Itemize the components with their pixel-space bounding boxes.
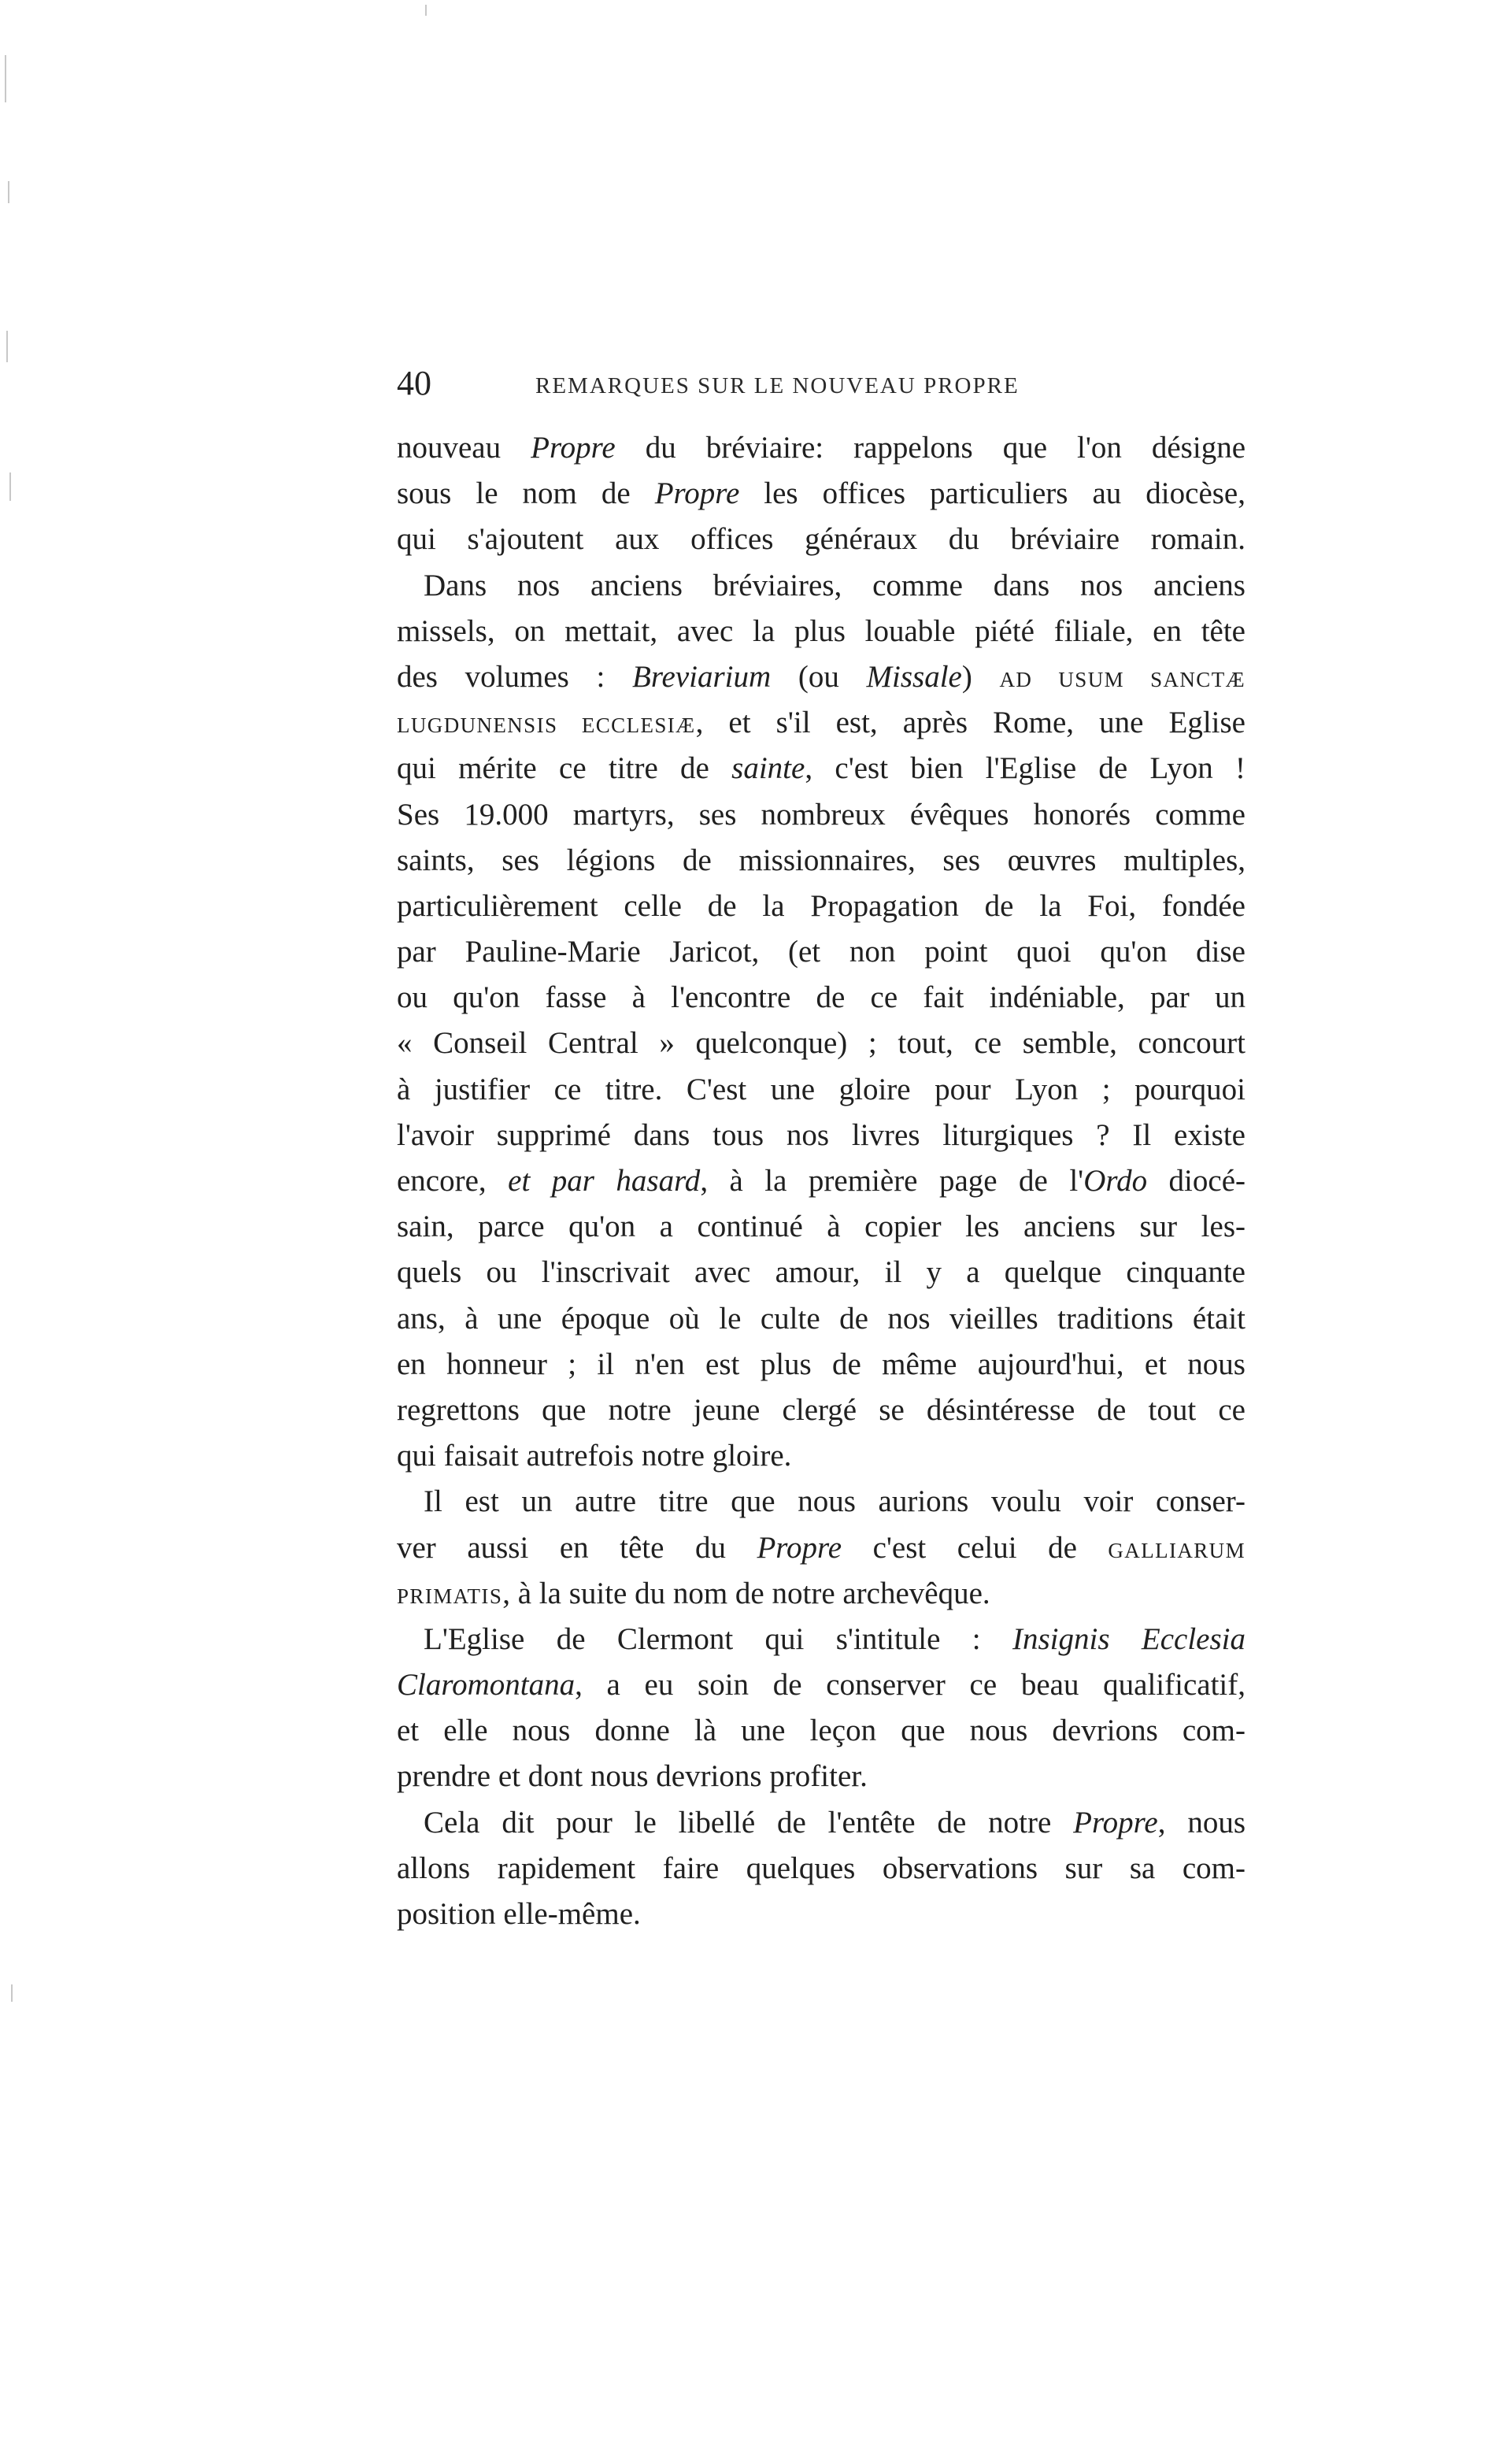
text-run: ver aussi en tête du xyxy=(397,1530,757,1565)
scan-artifact xyxy=(6,331,8,362)
text-run: , et s'il est, après Rome, une Eglise xyxy=(695,706,1245,740)
text-run: à justifier ce titre. C'est une gloire pour Lyon ; pourquoi xyxy=(397,1072,1245,1106)
text-line xyxy=(397,1388,1245,1433)
text-run: , à la première page de l' xyxy=(700,1164,1084,1198)
text-run: quels ou l'inscrivait avec amour, il y a quelque cinquante xyxy=(397,1255,1245,1290)
text-run: et elle nous donne là une leçon que nous devrions com- xyxy=(397,1714,1245,1748)
text-run: Ses 19.000 martyrs, ses nombreux évêques honorés comme xyxy=(397,797,1245,832)
text-run-smallcaps: AD USUM SANCTÆ xyxy=(999,667,1245,691)
text-line xyxy=(397,1662,1245,1708)
text-run-italic: Insignis Ecclesia xyxy=(1012,1621,1245,1656)
text-run: qui s'ajoutent aux offices généraux du bréviaire romain. xyxy=(397,522,1245,557)
text-line xyxy=(397,609,1245,654)
text-run: ) xyxy=(961,659,1000,694)
text-line xyxy=(397,1342,1245,1388)
scan-artifact xyxy=(5,55,6,102)
text-run: particulièrement celle de la Propagation de la Foi, fondée xyxy=(397,888,1245,923)
text-line xyxy=(397,1250,1245,1295)
text-line xyxy=(397,1296,1245,1342)
text-run: par Pauline-Marie Jaricot, (et non point quoi qu'on dise xyxy=(397,935,1245,969)
text-run-italic: sainte xyxy=(731,751,805,786)
text-run-italic: et par hasard xyxy=(508,1164,701,1198)
text-run: ans, à une époque où le culte de nos vieilles traditions était xyxy=(397,1301,1245,1336)
text-run: missels, on mettait, avec la plus louable piété filiale, en tête xyxy=(397,613,1245,648)
text-run: Il est un autre titre que nous aurions voulu voir conser- xyxy=(424,1484,1245,1519)
text-run-italic: Claromontana xyxy=(397,1668,576,1703)
text-run: qui faisait autrefois notre gloire. xyxy=(397,1439,792,1473)
text-line xyxy=(397,1021,1245,1066)
text-run-smallcaps: LUGDUNENSIS ECCLESIÆ xyxy=(397,713,696,738)
text-line xyxy=(397,1617,1245,1662)
text-line xyxy=(397,975,1245,1021)
text-run: c'est celui de xyxy=(842,1530,1109,1565)
page-number: 40 xyxy=(397,364,431,402)
text-run: sous le nom de xyxy=(397,476,655,511)
text-run: saints, ses légions de missionnaires, ses œuvres multiples, xyxy=(397,843,1245,877)
text-run: ou qu'on fasse à l'encontre de ce fait indéniable, par un xyxy=(397,980,1245,1015)
text-line xyxy=(397,1479,1245,1525)
text-run: diocé- xyxy=(1147,1164,1246,1198)
scan-artifact xyxy=(425,5,427,16)
text-run: encore, xyxy=(397,1164,509,1198)
text-run: en honneur ; il n'en est plus de même aujourd'hui, et nous xyxy=(397,1347,1245,1381)
text-run-italic: Propre xyxy=(654,476,740,511)
text-line xyxy=(397,1525,1245,1571)
text-line xyxy=(397,517,1245,562)
text-run: , à la suite du nom de notre archevêque. xyxy=(502,1576,990,1610)
page-header xyxy=(397,364,1245,403)
text-run: « Conseil Central » quelconque) ; tout, ce semble, concourt xyxy=(397,1026,1245,1061)
text-line xyxy=(397,1113,1245,1158)
text-line xyxy=(397,654,1245,700)
text-run: prendre et dont nous devrions profiter. xyxy=(397,1759,868,1794)
text-run: l'avoir supprimé dans tous nos livres liturgiques ? Il existe xyxy=(397,1117,1245,1152)
running-title: REMARQUES SUR LE NOUVEAU PROPRE xyxy=(535,373,1020,398)
scan-artifact xyxy=(8,181,9,203)
text-line xyxy=(397,425,1245,471)
text-run-italic: Propre xyxy=(531,431,616,465)
text-line xyxy=(397,1754,1245,1799)
text-line xyxy=(397,746,1245,791)
text-run: Cela dit pour le libellé de l'entête de notre xyxy=(424,1805,1074,1840)
text-run: sain, parce qu'on a continué à copier les anciens sur les- xyxy=(397,1210,1245,1244)
text-run-italic: Breviarium xyxy=(632,659,772,694)
text-run: les offices particuliers au diocèse, xyxy=(739,476,1245,511)
text-run: , a eu soin de conserver ce beau qualificatif, xyxy=(575,1668,1245,1703)
text-run: nouveau xyxy=(397,431,531,465)
text-run: position elle-même. xyxy=(397,1897,641,1931)
text-run: allons rapidement faire quelques observations sur sa com- xyxy=(397,1851,1245,1885)
text-run-italic: Missale xyxy=(866,659,962,694)
text-run-italic: Propre xyxy=(757,1530,842,1565)
text-run: regrettons que notre jeune clergé se désintéresse de tout ce xyxy=(397,1392,1245,1427)
text-run: (ou xyxy=(771,659,867,694)
text-run: , nous xyxy=(1157,1805,1245,1840)
text-run: du bréviaire: rappelons que l'on désigne xyxy=(615,431,1246,465)
text-line xyxy=(397,1067,1245,1113)
text-line xyxy=(397,1571,1245,1617)
text-line xyxy=(397,1204,1245,1250)
text-run: des volumes : xyxy=(397,659,632,694)
scan-artifact xyxy=(11,1984,13,2002)
text-line xyxy=(397,563,1245,609)
text-run-italic: Ordo xyxy=(1083,1164,1148,1198)
text-line xyxy=(397,1433,1245,1479)
text-run: Dans nos anciens bréviaires, comme dans nos anciens xyxy=(424,568,1245,602)
text-line xyxy=(397,471,1245,517)
text-line xyxy=(397,700,1245,746)
text-line xyxy=(397,884,1245,929)
scan-artifact xyxy=(9,472,11,501)
text-run-italic: Propre xyxy=(1073,1805,1158,1840)
body-text xyxy=(397,425,1245,1937)
text-line xyxy=(397,1892,1245,1937)
text-run: , c'est bien l'Eglise de Lyon ! xyxy=(805,751,1245,786)
text-run-smallcaps: GALLIARUM xyxy=(1108,1538,1245,1562)
text-run: L'Eglise de Clermont qui s'intitule : xyxy=(424,1621,1013,1656)
text-run-smallcaps: PRIMATIS xyxy=(397,1584,503,1608)
text-line xyxy=(397,1708,1245,1754)
text-line xyxy=(397,929,1245,975)
text-line xyxy=(397,838,1245,884)
text-line xyxy=(397,1800,1245,1846)
text-line xyxy=(397,1846,1245,1892)
text-line xyxy=(397,1158,1245,1204)
text-line xyxy=(397,792,1245,838)
text-run: qui mérite ce titre de xyxy=(397,751,732,786)
